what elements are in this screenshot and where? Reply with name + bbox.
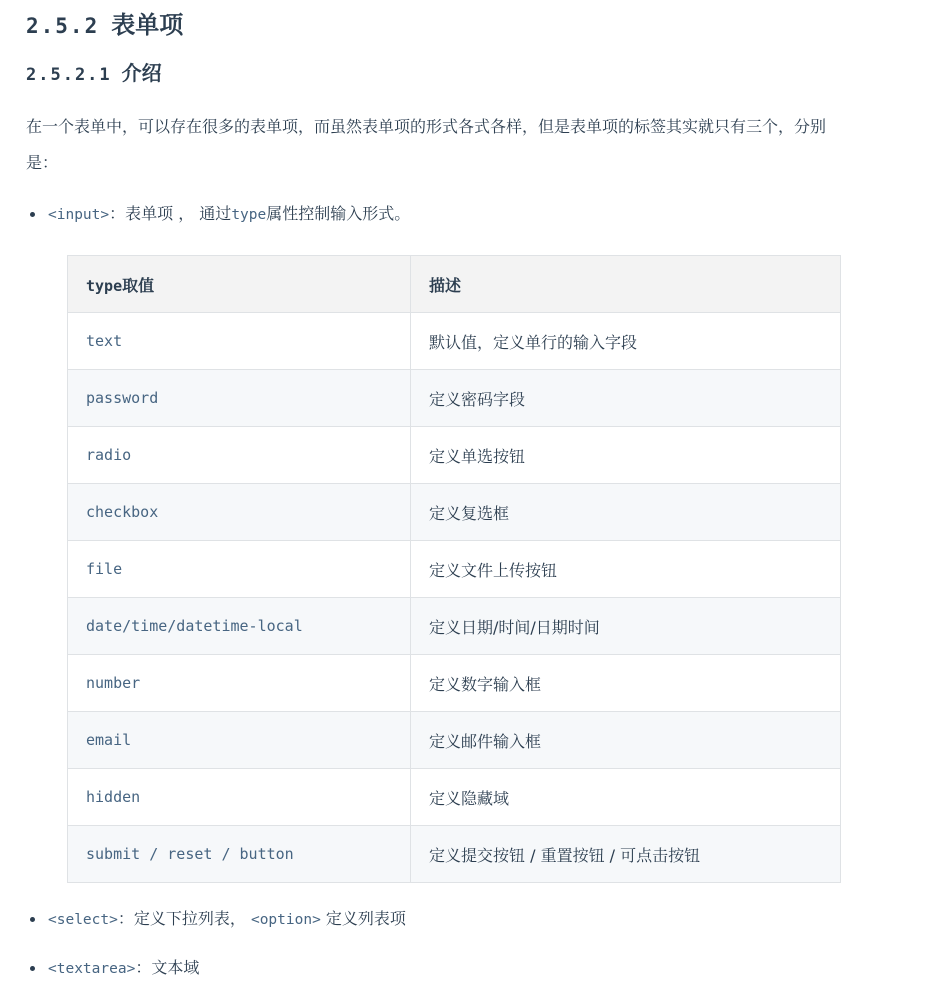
- header-type-code: type: [86, 276, 123, 295]
- colon: ：: [135, 958, 152, 977]
- option-tag-code: <option>: [250, 912, 321, 928]
- subsection-title: 介绍: [121, 61, 162, 85]
- table-row: [68, 769, 841, 826]
- header-description: 描述: [411, 256, 841, 313]
- select-text-2: 定义列表项: [325, 909, 406, 928]
- type-cell: file: [68, 541, 411, 598]
- table-row: [68, 484, 841, 541]
- list-item-textarea: [48, 955, 199, 982]
- desc-cell: 默认值，定义单行的输入字段: [411, 313, 841, 370]
- desc-cell: 定义单选按钮: [411, 427, 841, 484]
- desc-cell: 定义文件上传按钮: [411, 541, 841, 598]
- type-cell: hidden: [68, 769, 411, 826]
- intro-paragraph: 在一个表单中，可以存在很多的表单项，而虽然表单项的形式各式各样，但是表单项的标签其实就只有三个，分别是：: [26, 117, 827, 172]
- type-cell: radio: [68, 427, 411, 484]
- section-title: 表单项: [111, 11, 184, 39]
- section-heading: [26, 8, 183, 43]
- type-cell: number: [68, 655, 411, 712]
- header-type-text: 取值: [122, 275, 155, 295]
- table-row: [68, 598, 841, 655]
- textarea-tag-code: <textarea>: [48, 961, 136, 977]
- table-row: [68, 313, 841, 370]
- colon: ：: [109, 204, 126, 223]
- table-row: [68, 370, 841, 427]
- table-row: [68, 655, 841, 712]
- desc-cell: 定义提交按钮 / 重置按钮 / 可点击按钮: [411, 826, 841, 883]
- list-item-select: [48, 906, 406, 933]
- desc-cell: 定义日期/时间/日期时间: [411, 598, 841, 655]
- type-table: [67, 255, 841, 883]
- input-text: 表单项 ， 通过: [125, 204, 232, 223]
- select-text: 定义下拉列表，: [133, 909, 246, 928]
- desc-cell: 定义密码字段: [411, 370, 841, 427]
- input-tag-code: <input>: [48, 207, 110, 223]
- type-code: type: [231, 207, 267, 223]
- desc-cell: 定义复选框: [411, 484, 841, 541]
- table-header-row: [68, 256, 841, 313]
- colon: ：: [117, 909, 134, 928]
- table-row: [68, 427, 841, 484]
- type-cell: email: [68, 712, 411, 769]
- table-row: [68, 541, 841, 598]
- table-row: [68, 826, 841, 883]
- section-number: 2.5.2: [26, 14, 100, 38]
- header-type-value: [68, 256, 411, 313]
- type-cell: password: [68, 370, 411, 427]
- input-text-2: 属性控制输入形式。: [266, 204, 411, 223]
- type-cell: date/time/datetime-local: [68, 598, 411, 655]
- desc-cell: 定义数字输入框: [411, 655, 841, 712]
- type-cell: submit / reset / button: [68, 826, 411, 883]
- list-item-input: [48, 201, 410, 228]
- table-row: [68, 712, 841, 769]
- textarea-text: 文本域: [151, 958, 200, 977]
- desc-cell: 定义隐藏域: [411, 769, 841, 826]
- select-tag-code: <select>: [48, 912, 118, 928]
- type-cell: checkbox: [68, 484, 411, 541]
- subsection-heading: [26, 58, 162, 90]
- desc-cell: 定义邮件输入框: [411, 712, 841, 769]
- type-cell: text: [68, 313, 411, 370]
- subsection-number: 2.5.2.1: [26, 65, 112, 85]
